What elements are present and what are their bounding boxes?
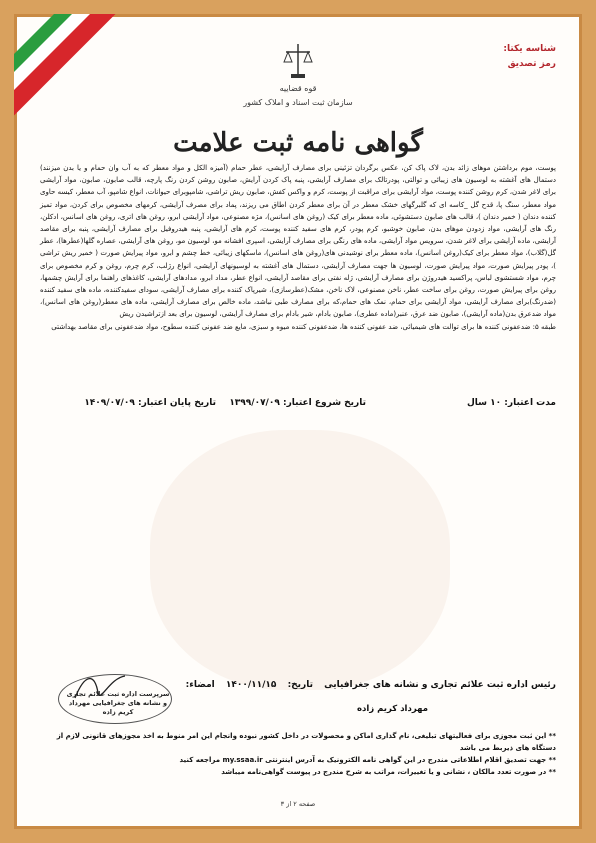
judiciary-label: قوه قضاییه — [279, 84, 317, 93]
duration-value: ۱۰ سال — [466, 398, 502, 408]
start-date — [229, 398, 366, 408]
date-label: تاریخ: — [287, 680, 313, 690]
date-value: ۱۴۰۰/۱۱/۱۵ — [225, 680, 277, 690]
goods-list: پوست، موم برداشتن موهای زائد بدن، لاک پاک کن، عکس برگردان تزئینی برای مصارف آرایشی، عطر حمام (آمیزه الکل و مواد معطر که به آب وان حمام و یا بدن میزنند) دستمال های آغشته به لوسیون های زیبائی و توالتی، پودرتالک برای مصارف آرایشی، پنبه پاک کردن آرایش، صابون روشن کردن رنگ پارچه، قالب صابون، صابون، مواد آرایشی برای لاغر شدن، کرم روشن کننده پوست، مواد آرایشی برای مراقبت از پوست، کرم و واکس کفش، صابون ریش تراشی، شامپوبرای حیوانات، انواع شامپو، آب معطر، کیسه حاوی مواد معطر، سنگ پا، قدح گل _کاسه ای که گلبرگهای خشک معطر در آن برای معطر کردن اطاق می ریزند، پماد برای مصرف آرایشی، کرمهای مخصوص برای کردن، مواد تمیز کننده دندان ( خمیر دندان )، قالب های صابون دستشوئی، ماده معطر برای کیک (روغن های اسانس)، مژه مصنوعی، مواد آرایشی ابرو، روغن های اتری، روغن های اسانس، ادکلن، رنگ های آرایشی، مواد زدودن موهای بدن، صابون خوشبو، کرم پودر، کرم های سفید کننده پوست، کرم های آرایشی، پنبه هیدروفیل برای مصارف آرایشی، پنبه برای مقاصد آرایشی، ماده آرایشی برای لاغر شدن، سرویس مواد آرایشی، ماده های رنگی برای مصارف آرایشی، اسپری افشانه مو، لوسیون مو، روغن های آرایشی، عصاره گلها(عطرها)، عطر گل(گلاب)، مواد معطر برای کیک(روغن اسانس)، ماده معطر برای نوشیدنی های(روغن های اسانس)، ماسکهای زیبائی، خط چشم و ابرو، مواد پیرایش صورت ( خمیر ریش تراشی )، پودر پیرایش صورت، مواد پیرایش صورت، لوسیون ها جهت مصارف آرایشی، دستمال های آغشته به لوسیونهای آرایشی، انواع رژلب، کرم چرم، روغن و کرم مخصوص برای چرم، مواد شستشوی لباس، پراکسید هیدروژن برای مصارف آرایشی، ژله نفتی برای مقاصد آرایشی، انواع عطر، مداد ابرو، مدادهای آرایشی، کاغذهای راهنما برای آرایش چشمها، روغن برای پیرایش صورت، روغن برای ساخت عطر، ناخن مصنوعی، لاک ناخن، مشک(عطرسازی)، شیرپاک کننده برای مصارف آرایشی، سودای سفیدکننده، ماده های سفید کننده (ضدرنگ)برای مصارف آرایشی، مواد آرایشی برای حمام، نمک های حمام،که برای مصارف طبی نباشد، ماده خالص برای مصارف آرایشی، ماده های معطر(روغن های اسانس)، مواد ضدعرق بدن(ماده آرایشی)، صابون ضد عرق، عنبر(ماده عطری)، صابون بادام، شیر بادام برای مصارف آرایشی، لوسیون برای بعد ازتراشیدن ریش — [40, 164, 556, 319]
note-item: ** جهت تصدیق اقلام اطلاعاتی مندرج در این گواهی نامه الکترونیک به آدرس اینترنتی my.ssaa.ir مراجعه کنید — [179, 756, 556, 764]
stamp-text: سرپرست اداره ثبت علائم تجاری و نشانه های جغرافیایی مهرداد کریم زاده — [66, 690, 170, 716]
office-title: رئیس اداره ثبت علائم تجاری و نشانه های جغرافیایی — [324, 680, 556, 690]
end-value: ۱۴۰۹/۰۷/۰۹ — [84, 398, 135, 408]
start-label: تاریخ شروع اعتبار: — [282, 398, 366, 408]
validity-row — [40, 398, 556, 418]
note-item: ** در صورت تعدد مالکان ، نشانی و یا تغییرات، مراتب به شرح مندرج در پیوست گواهی‌نامه میباشد — [221, 768, 556, 776]
signature-line — [178, 680, 556, 690]
end-label: تاریخ پایان اعتبار: — [137, 398, 216, 408]
iran-flag-ribbon — [14, 14, 124, 124]
serial-label: شناسه یکتا: — [503, 44, 556, 54]
duration-label: مدت اعتبار: — [504, 398, 556, 408]
signatory-name: مهرداد کریم زاده — [357, 704, 428, 714]
certificate-title: گواهی نامه ثبت علامت — [173, 128, 423, 158]
start-value: ۱۳۹۹/۰۷/۰۹ — [229, 398, 280, 408]
class5-list: طبقه ۵: ضدعفونی کننده ها برای توالت های شیمیائی، ضد عفونی کننده ها، ضدعفونی کننده میوه و سبزی، مایع ضد عفونی کننده سطوح، مواد ضدعفونی برای مقاصد بهداشتی — [51, 322, 556, 331]
page-number: صفحه ۲ از ۳ — [280, 800, 316, 808]
end-date — [84, 398, 216, 408]
watermark-emblem — [150, 430, 450, 690]
judiciary-emblem-icon — [282, 40, 314, 80]
duration — [467, 398, 556, 408]
serial-block — [503, 42, 556, 72]
sign-label: امضاء: — [185, 680, 215, 690]
goods-description — [40, 162, 556, 333]
organization-name: سازمان ثبت اسناد و املاک کشور — [243, 98, 353, 107]
note-item: ** این ثبت مجوزی برای فعالیتهای تبلیغی، نام گذاری اماکن و محصولات در داخل کشور نبوده وانجام این امر منوط به اخذ مجوزهای قانونی لازم از دستگاه های ذیربط می باشد — [56, 732, 556, 752]
footnotes — [40, 730, 556, 778]
verification-label: رمز تصدیق — [507, 59, 556, 69]
